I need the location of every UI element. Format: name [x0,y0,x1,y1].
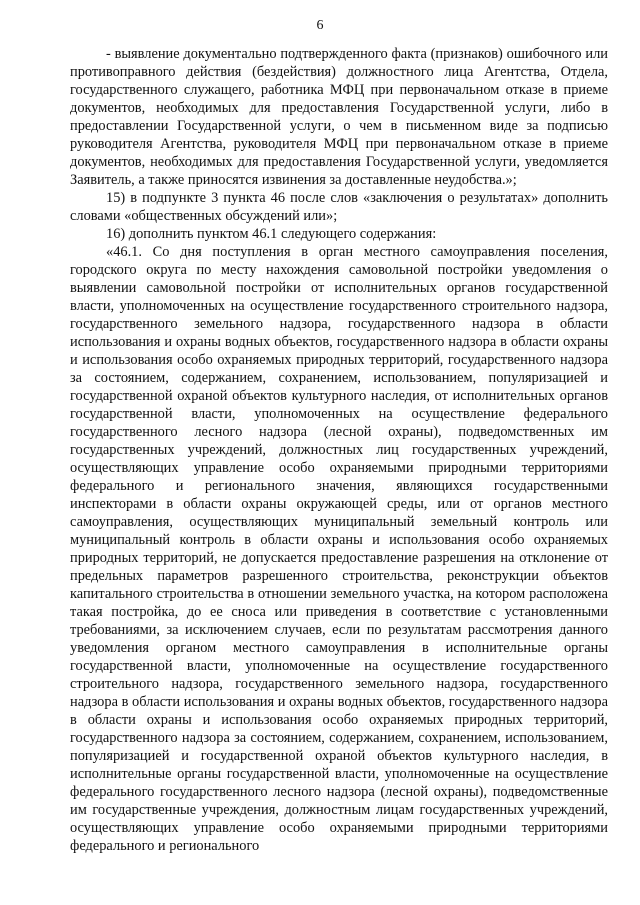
page-number: 6 [316,18,324,33]
paragraph-clause-46-1: «46.1. Со дня поступления в орган местного самоуправления поселения, городского округа по месту нахождения самовольной постройки уведомления о выявлении самовольной постройки от исполнительных органов государственной власти, уполномоченных на осуществление государственного строительного надзора, государственного земельного надзора, государственного надзора в области использования и охраны водных объектов, государственного надзора в области охраны и использования особо охраняемых природных территорий, государственного надзора за состоянием, содержанием, сохранением, использованием, популяризацией и государственной охраной объектов культурного наследия, от исполнительных органов государственной власти, уполномоченных на осуществление федерального государственного лесного надзора (лесной охраны), подведомственных им государственных учреждений, должностных лиц государственных учреждений, осуществляющих управление особо охраняемыми природными территориями федерального и регионального значения, являющихся государственными инспекторами в области охраны окружающей среды, или от органов местного самоуправления, осуществляющих муниципальный земельный контроль или муниципальный контроль в области охраны и использования особо охраняемых природных территорий, не допускается предоставление разрешения на отклонение от предельных параметров разрешенного строительства, реконструкции объектов капитального строительства в отношении земельного участка, на котором расположена такая постройка, до ее сноса или приведения в соответствие с установленными требованиями, за исключением случаев, если по результатам рассмотрения данного уведомления органом местного самоуправления в исполнительные органы государственной власти, уполномоченные на осуществление государственного строительного надзора, государственного земельного надзора, государственного надзора в области использования и охраны водных объектов, государственного надзора в области охраны и использования особо охраняемых природных территорий, государственного надзора за состоянием, содержанием, сохранением, использованием, популяризацией и государственной охраной объектов культурного наследия, в исполнительные органы государственной власти, уполномоченные на осуществление федерального государственного лесного надзора (лесной охраны), подведомственные им государственные учреждения, должностным лицам государственных учреждений, осуществляющих управление особо охраняемыми природными территориями федерального и регионального [70,244,608,854]
paragraph-item-16: 16) дополнить пунктом 46.1 следующего содержания: [106,226,437,242]
document-body [70,45,608,855]
paragraph-item-15: 15) в подпункте 3 пункта 46 после слов «заключения о результатах» дополнить словами «общественных обсуждений или»; [70,190,608,224]
paragraph-error-detection: - выявление документально подтвержденного факта (признаков) ошибочного или противоправного действия (бездействия) должностного лица Агентства, Отдела, государственного служащего, работника МФЦ при первоначальном отказе в приеме документов, необходимых для предоставления Государственной услуги, либо в предоставлении Государственной услуги, о чем в письменном виде за подписью руководителя Агентства, руководителя МФЦ при первоначальном отказе в приеме документов, необходимых для предоставления Государственной услуги, уведомляется Заявитель, а также приносятся извинения за доставленные неудобства.»; [70,46,608,188]
